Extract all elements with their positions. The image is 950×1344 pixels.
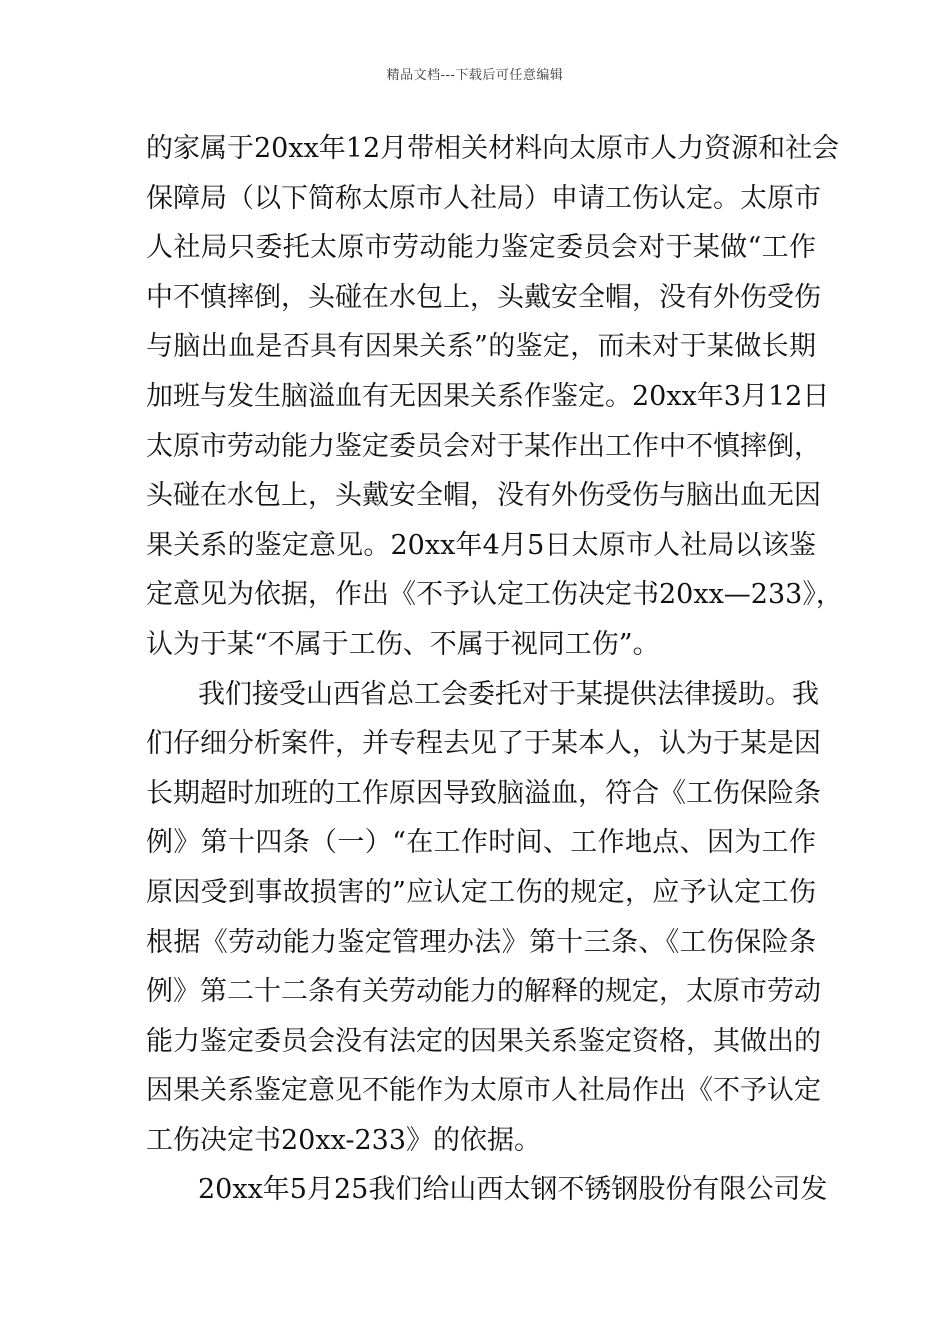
text-line: 长期超时加班的工作原因导致脑溢血，符合《工伤保险条 (146, 777, 821, 809)
page-header: 精品文档---下载后可任意编辑 (386, 68, 564, 83)
text-line: 果关系的鉴定意见。20xx年4月5日太原市人社局以该鉴 (146, 529, 816, 561)
text-line: 原因受到事故损害的”应认定工伤的规定，应予认定工伤 (146, 876, 816, 908)
text-line: 们仔细分析案件，并专程去见了于某本人，认为于某是因 (146, 728, 821, 760)
paragraph-start-line: 20xx年5月25我们给山西太钢不锈钢股份有限公司发 (198, 1174, 828, 1206)
document-body (146, 124, 843, 1215)
text-line: 加班与发生脑溢血有无因果关系作鉴定。20xx年3月12日 (146, 380, 830, 412)
text-line: 太原市劳动能力鉴定委员会对于某作出工作中不慎摔倒， (146, 430, 821, 462)
text-line: 因果关系鉴定意见不能作为太原市人社局作出《不予认定 (146, 1075, 821, 1107)
text-line: 人社局只委托太原市劳动能力鉴定委员会对于某做“工作 (146, 232, 816, 264)
text-line: 保障局（以下简称太原市人社局）申请工伤认定。太原市 (146, 182, 821, 214)
text-line: 头碰在水包上，头戴安全帽，没有外伤受伤与脑出血无因 (146, 480, 821, 512)
text-line: 例》第二十二条有关劳动能力的解释的规定，太原市劳动 (146, 976, 821, 1008)
text-line: 例》第十四条（一）“在工作时间、工作地点、因为工作 (146, 827, 816, 859)
paragraph-start-line: 我们接受山西省总工会委托对于某提供法律援助。我 (198, 678, 819, 710)
text-line: 能力鉴定委员会没有法定的因果关系鉴定资格，其做出的 (146, 1025, 821, 1057)
text-line: 的家属于20xx年12月带相关材料向太原市人力资源和社会 (146, 133, 840, 164)
paragraph-end-line: 工伤决定书20xx-233》的依据。 (146, 1124, 541, 1156)
text-line: 定意见为依据，作出《不予认定工伤决定书20xx—233》， (146, 579, 843, 611)
text-line: 中不慎摔倒，头碰在水包上，头戴安全帽，没有外伤受伤 (146, 281, 821, 313)
text-line: 与脑出血是否具有因果关系”的鉴定，而未对于某做长期 (146, 331, 816, 363)
paragraph-end-line: 认为于某“不属于工伤、不属于视同工伤”。 (146, 628, 660, 660)
text-line: 根据《劳动能力鉴定管理办法》第十三条、《工伤保险条 (146, 926, 816, 958)
